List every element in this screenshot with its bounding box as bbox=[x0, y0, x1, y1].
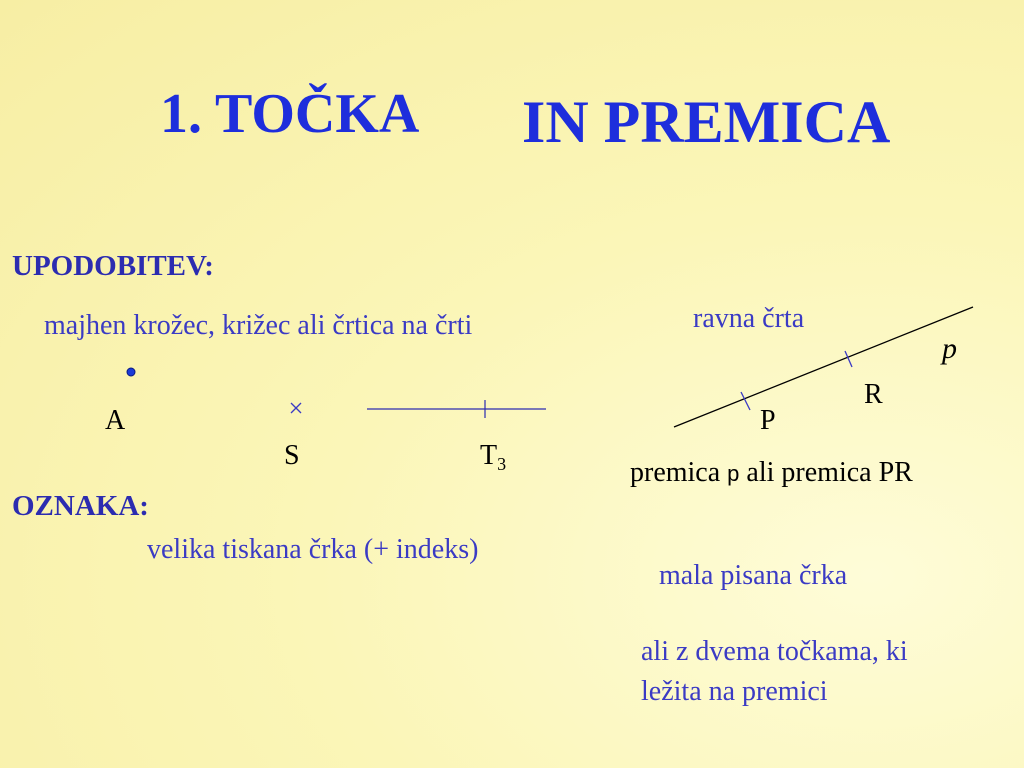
label-point-t3 bbox=[480, 440, 506, 475]
label-point-t-index: 3 bbox=[497, 454, 507, 474]
line-name-prefix: premica bbox=[630, 457, 728, 488]
title-part-2: IN PREMICA bbox=[522, 89, 891, 155]
line-caption: ravna črta bbox=[693, 303, 805, 334]
label-point-p: P bbox=[760, 405, 776, 436]
two-points-text-line2: ležita na premici bbox=[641, 676, 828, 707]
label-point-t: T bbox=[480, 440, 498, 471]
two-points-text-line1: ali z dvema točkama, ki bbox=[641, 636, 908, 667]
title-part-1: 1. TOČKA bbox=[160, 83, 420, 145]
line-name-p: p bbox=[727, 461, 740, 486]
label-line-p: p bbox=[942, 332, 957, 365]
point-dot-a bbox=[127, 368, 135, 376]
oznaka-heading: OZNAKA: bbox=[12, 490, 149, 522]
upodobitev-heading: UPODOBITEV: bbox=[12, 250, 214, 282]
label-point-r: R bbox=[864, 379, 883, 410]
line-name-suffix: ali premica PR bbox=[739, 457, 913, 488]
point-notation-text: velika tiskana črka (+ indeks) bbox=[147, 534, 479, 565]
line-name-text bbox=[630, 457, 913, 489]
point-tick-p bbox=[741, 392, 750, 410]
label-point-a: A bbox=[105, 405, 126, 436]
label-point-s: S bbox=[284, 440, 300, 471]
point-description: majhen krožec, križec ali črtica na črti bbox=[44, 310, 473, 341]
point-cross-s bbox=[291, 403, 301, 413]
point-tick-r bbox=[845, 351, 852, 367]
small-letter-text: mala pisana črka bbox=[659, 560, 848, 591]
